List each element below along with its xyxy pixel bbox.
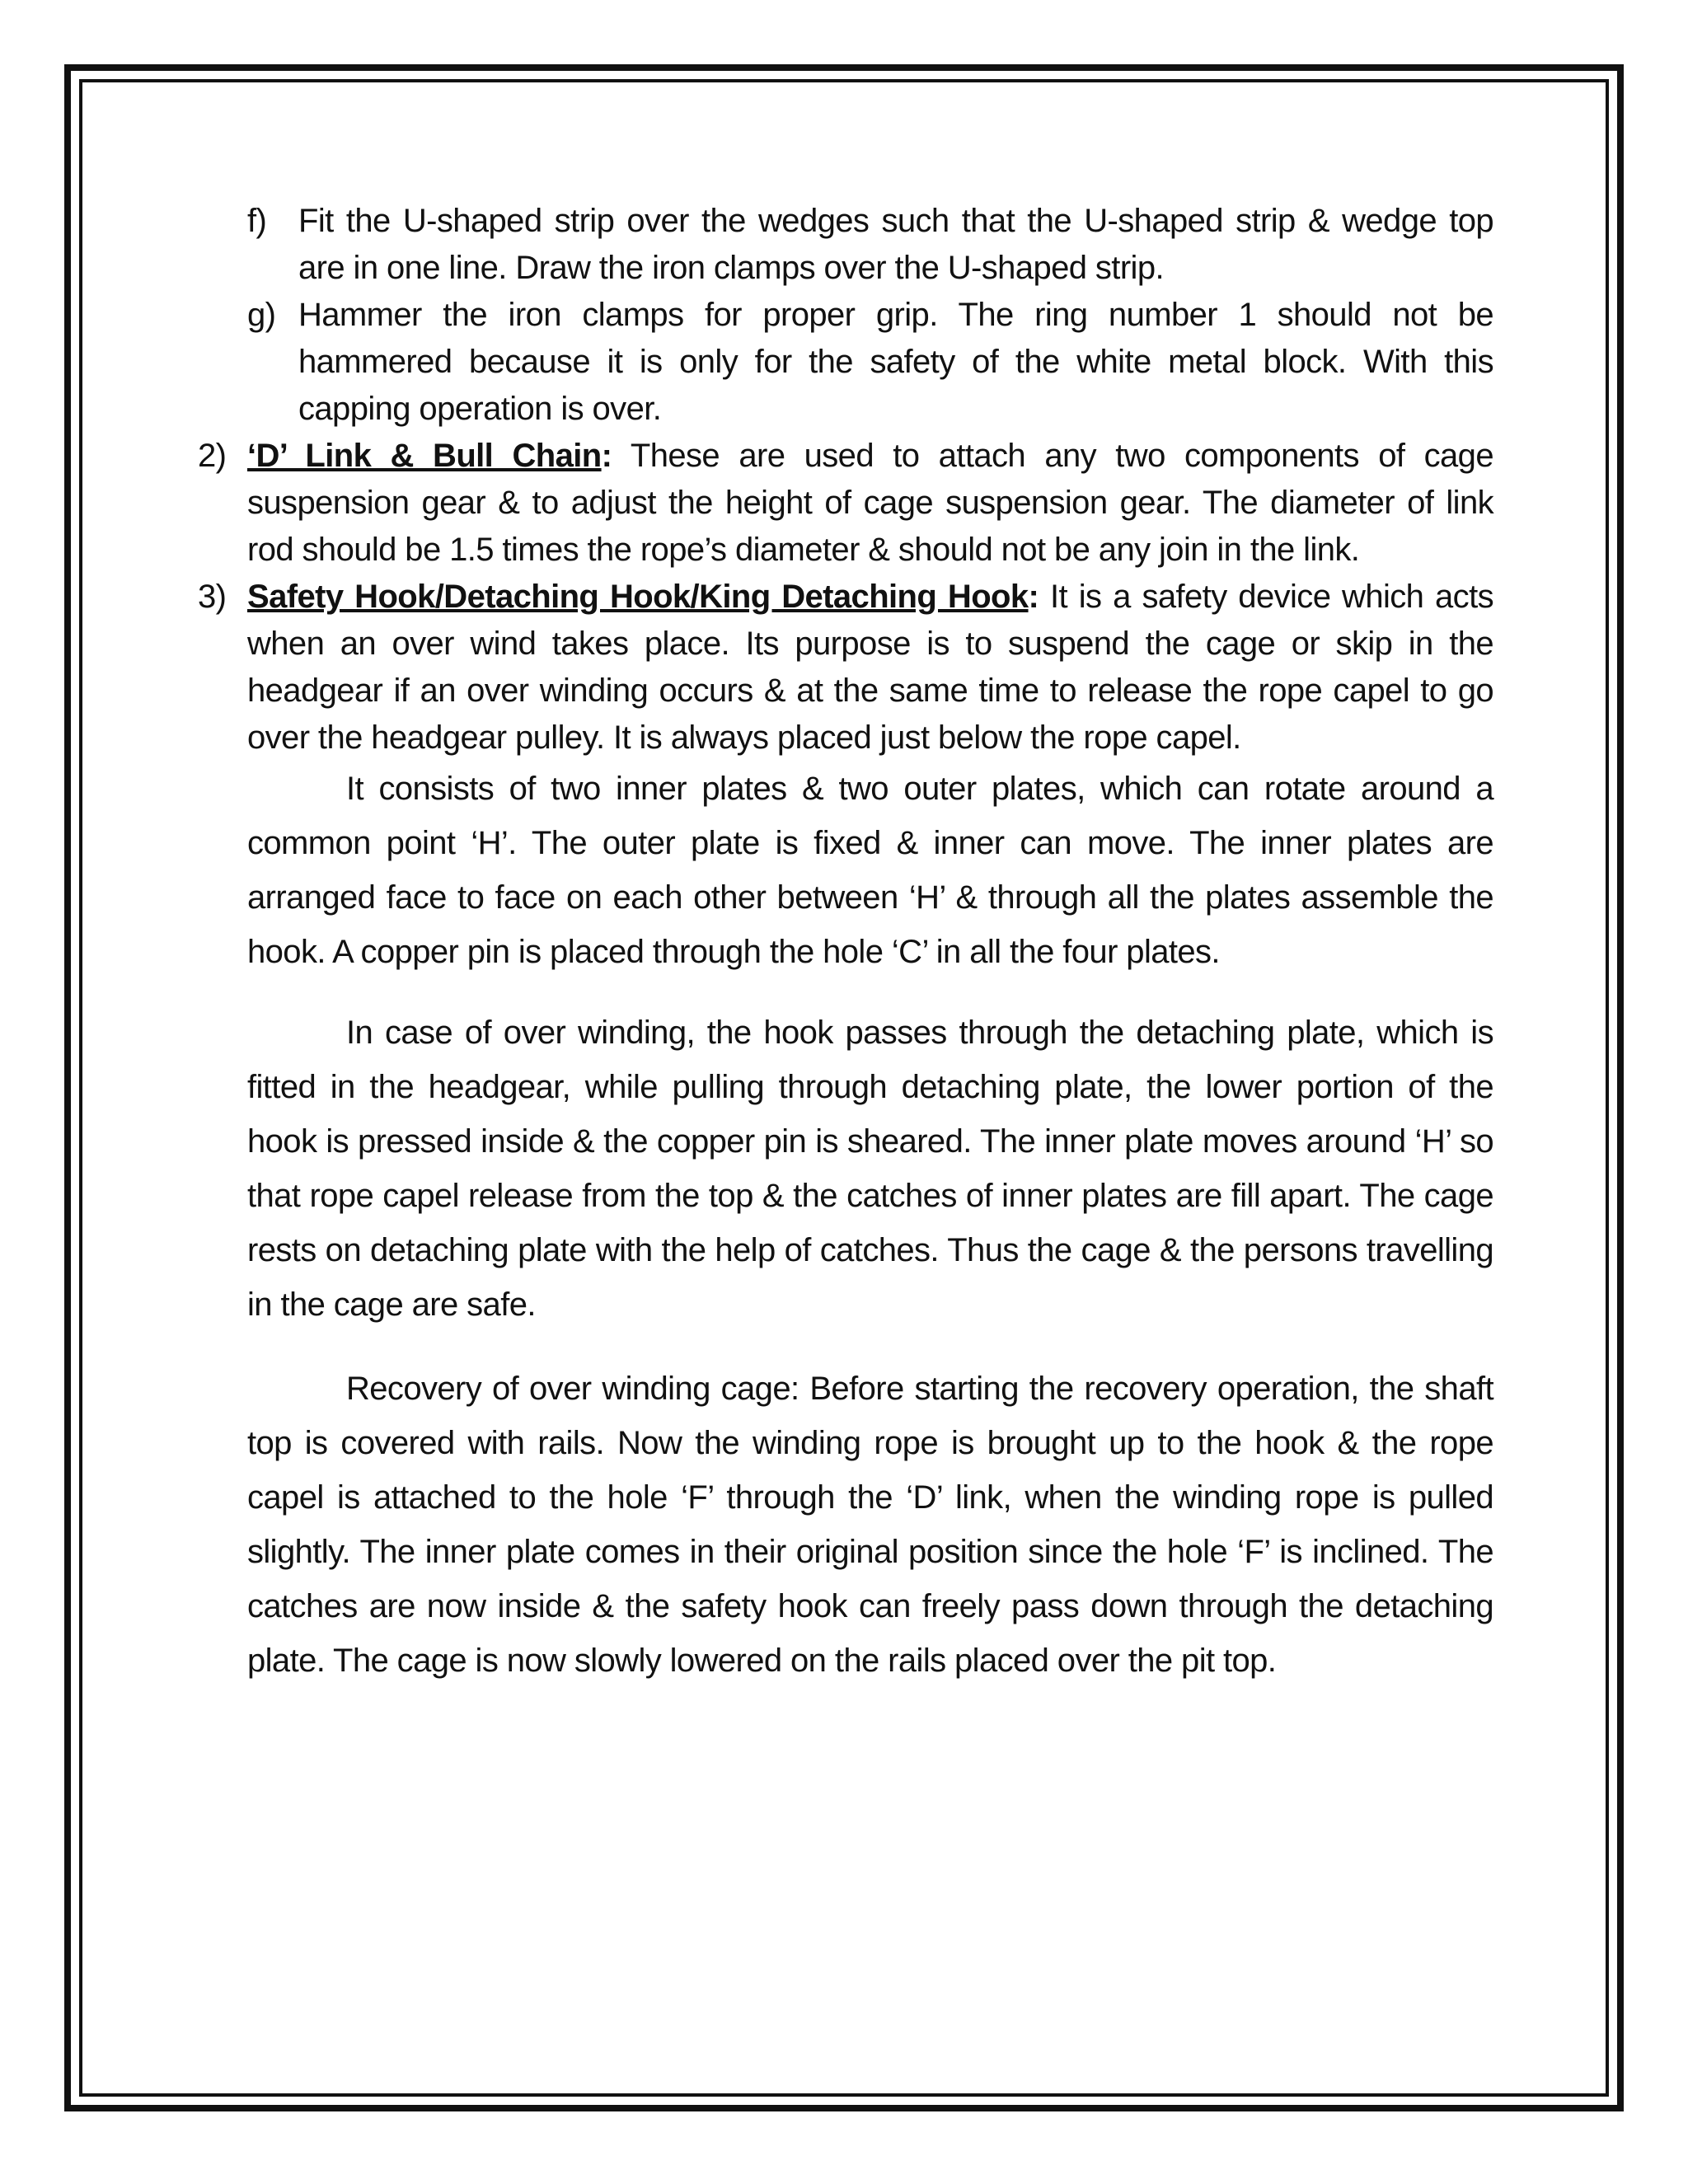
section-heading: Safety Hook/Detaching Hook/King Detaching Hook — [247, 579, 1029, 615]
paragraph-recovery: Recovery of over winding cage: Before starting the recovery operation, the shaft top is covered with rails. Now the winding rope is brought up to the hook & the rope capel is attached to the hole ‘F’ through the ‘D’ link, when the winding rope is pulled slightly. The inner plate comes in their original position since the hole ‘F’ is inclined. The catches are now inside & the safety hook can freely pass down through the detaching plate. The cage is now slowly lowered on the rails placed over the pit top. — [247, 1371, 1493, 1679]
list-item-safety-hook — [198, 574, 1493, 762]
list-item-f — [247, 198, 1493, 292]
list-item-text: Fit the U-shaped strip over the wedges such that the U-shaped strip & wedge top are in one line. Draw the iron clamps over the U-shaped strip. — [298, 203, 1493, 286]
section-heading: ‘D’ Link & Bull Chain — [247, 438, 602, 474]
list-item-text: These are used to attach any two components of cage suspension gear & to adjust the height of cage suspension gear. The diameter of link rod should be 1.5 times the rope’s diameter & should not be any join in the link. — [247, 438, 1493, 568]
list-marker: g) — [247, 297, 276, 333]
paragraph-over-winding: In case of over winding, the hook passes through the detaching plate, which is fitted in the headgear, while pulling through detaching plate, the lower portion of the hook is pressed inside & the copper pin is sheared. The inner plate moves around ‘H’ so that rope capel release from the top & the catches of inner plates are fill apart. The cage rests on detaching plate with the help of catches. Thus the cage & the persons travelling in the cage are safe. — [247, 1015, 1493, 1323]
list-item-text: It is a safety device which acts when an over wind takes place. Its purpose is to suspend the cage or skip in the headgear if an over winding occurs & at the same time to release the rope capel to go over the headgear pulley. It is always placed just below the rope capel. — [247, 579, 1493, 756]
list-item-d-link — [198, 433, 1493, 574]
paragraph-plates: It consists of two inner plates & two outer plates, which can rotate around a common point ‘H’. The outer plate is fixed & inner can move. The inner plates are arranged face to face on each other between ‘H’ & through all the plates assemble the hook. A copper pin is placed through the hole ‘C’ in all the four plates. — [247, 771, 1493, 970]
heading-colon: : — [1028, 579, 1039, 615]
heading-colon: : — [601, 438, 612, 474]
document-body — [198, 198, 1493, 1688]
list-marker: 2) — [198, 438, 227, 474]
list-item-text: Hammer the iron clamps for proper grip. The ring number 1 should not be hammered because it is only for the safety of the white metal block. With this capping operation is over. — [298, 297, 1493, 427]
list-marker: 3) — [198, 579, 227, 615]
list-item-g — [247, 292, 1493, 433]
list-marker: f) — [247, 203, 267, 239]
